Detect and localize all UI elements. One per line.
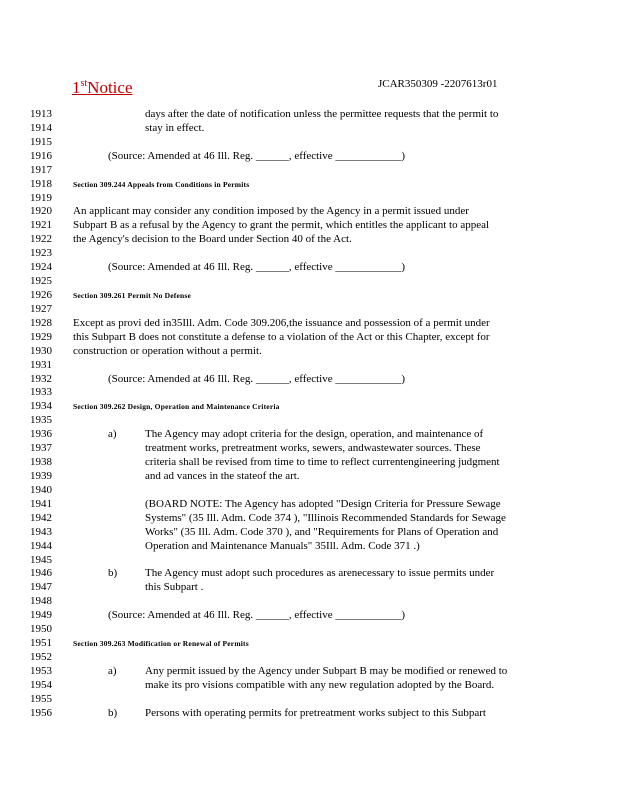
document-line (0, 275, 618, 289)
document-line (0, 317, 618, 331)
line-text: treatment works, pretreatment works, sewers, andwastewater sources. These (145, 442, 481, 455)
document-line (0, 386, 618, 400)
notice-number: 1 (72, 78, 81, 97)
document-line (0, 233, 618, 247)
document-line (0, 623, 618, 637)
line-number: 1915 (30, 135, 52, 148)
line-text: this Subpart . (145, 581, 204, 594)
document-line (0, 303, 618, 317)
line-text: stay in effect. (145, 121, 205, 134)
line-text: Subpart B as a refusal by the Agency to grant the permit, which entitles the applicant to appeal (73, 219, 490, 232)
section-heading: Section 309.244 Appeals from Conditions in Permits (73, 179, 250, 189)
document-line (0, 219, 618, 233)
line-number: 1949 (30, 609, 52, 622)
line-text: The Agency may adopt criteria for the design, operation, and maintenance of (145, 428, 484, 441)
line-text: The Agency must adopt such procedures as arenecessary to issue permits under (145, 567, 495, 580)
line-number: 1956 (30, 706, 52, 719)
line-number: 1920 (30, 205, 52, 218)
page-header (72, 74, 542, 97)
document-line (0, 345, 618, 359)
line-number: 1924 (30, 261, 52, 274)
document-line (0, 540, 618, 554)
line-text: (Source: Amended at 46 Ill. Reg. ______, effective ____________) (108, 261, 406, 274)
line-text: make its pro visions compatible with any new regulation adopted by the Board. (145, 678, 495, 691)
document-line (0, 442, 618, 456)
line-text: (Source: Amended at 46 Ill. Reg. ______, effective ____________) (108, 372, 406, 385)
document-line (0, 108, 618, 122)
line-text: b) (108, 567, 118, 580)
line-text: (BOARD NOTE: The Agency has adopted "Design Criteria for Pressure Sewage (145, 497, 501, 510)
document-line (0, 192, 618, 206)
line-number: 1932 (30, 372, 52, 385)
section-heading: Section 309.263 Modification or Renewal of Permits (73, 639, 249, 649)
line-text: the Agency's decision to the Board under Section 40 of the Act. (73, 233, 352, 246)
line-text: Except as provi ded in35Ill. Adm. Code 309.206,the issuance and possession of a permit under (73, 316, 490, 329)
line-text: Operation and Maintenance Manuals" 35Ill. Adm. Code 371 .) (145, 539, 420, 552)
notice-label (72, 74, 149, 98)
document-id: JCAR350309 -2207613r01 (378, 78, 498, 90)
document-line (0, 526, 618, 540)
document-line (0, 512, 618, 526)
line-text: days after the date of notification unless the permittee requests that the permit to (145, 108, 499, 120)
document-body (0, 108, 618, 721)
line-number: 1955 (30, 692, 52, 705)
document-line (0, 484, 618, 498)
line-number: 1952 (30, 650, 52, 663)
line-number: 1921 (30, 219, 52, 232)
line-number: 1938 (30, 456, 52, 469)
document-line (0, 581, 618, 595)
line-number: 1935 (30, 414, 52, 427)
document-line (0, 178, 618, 192)
line-number: 1945 (30, 553, 52, 566)
line-number: 1918 (30, 177, 52, 190)
notice-superscript: st (80, 78, 88, 89)
line-number: 1926 (30, 288, 52, 301)
line-number: 1942 (30, 511, 52, 524)
document-line (0, 665, 618, 679)
line-number: 1927 (30, 302, 52, 315)
line-number: 1948 (30, 595, 52, 608)
document-line (0, 164, 618, 178)
line-text: (Source: Amended at 46 Ill. Reg. ______, effective ____________) (108, 149, 406, 162)
line-number: 1943 (30, 525, 52, 538)
section-heading: Section 309.262 Design, Operation and Maintenance Criteria (73, 402, 280, 412)
document-line (0, 567, 618, 581)
line-text: construction or operation without a permit. (73, 344, 262, 357)
document-line (0, 651, 618, 665)
line-number: 1917 (30, 163, 52, 176)
line-text: Any permit issued by the Agency under Subpart B may be modified or renewed to (145, 664, 508, 677)
document-line (0, 554, 618, 568)
line-number: 1937 (30, 442, 52, 455)
document-line (0, 609, 618, 623)
document-line (0, 679, 618, 693)
line-number: 1940 (30, 483, 52, 496)
line-number: 1953 (30, 664, 52, 677)
line-text: a) (108, 664, 117, 677)
line-number: 1931 (30, 358, 52, 371)
document-line (0, 637, 618, 651)
line-number: 1946 (30, 567, 52, 580)
document-line (0, 456, 618, 470)
line-number: 1914 (30, 121, 52, 134)
line-number: 1925 (30, 275, 52, 288)
line-number: 1944 (30, 539, 52, 552)
document-line (0, 136, 618, 150)
line-text: b) (108, 706, 118, 719)
document-line (0, 498, 618, 512)
line-number: 1916 (30, 149, 52, 162)
line-number: 1934 (30, 400, 52, 413)
line-number: 1954 (30, 678, 52, 691)
document-line (0, 261, 618, 275)
document-line (0, 693, 618, 707)
line-number: 1922 (30, 233, 52, 246)
line-number: 1923 (30, 247, 52, 260)
document-line (0, 205, 618, 219)
line-number: 1913 (30, 108, 52, 120)
line-number: 1928 (30, 316, 52, 329)
document-line (0, 470, 618, 484)
section-heading: Section 309.261 Permit No Defense (73, 290, 192, 300)
line-number: 1939 (30, 469, 52, 482)
line-text: Works" (35 Ill. Adm. Code 370 ), and "Requirements for Plans of Operation and (145, 525, 499, 538)
document-line (0, 331, 618, 345)
line-text: and ad vances in the stateof the art. (145, 469, 300, 482)
document-line (0, 373, 618, 387)
document-line (0, 414, 618, 428)
line-text: (Source: Amended at 46 Ill. Reg. ______, effective ____________) (108, 609, 406, 622)
line-number: 1933 (30, 386, 52, 399)
document-line (0, 707, 618, 721)
document-line (0, 150, 618, 164)
line-text: Persons with operating permits for pretreatment works subject to this Subpart (145, 706, 486, 719)
line-text: Systems" (35 Ill. Adm. Code 374 ), "Illinois Recommended Standards for Sewage (145, 511, 506, 524)
document-line (0, 289, 618, 303)
line-number: 1951 (30, 637, 52, 650)
line-text: An applicant may consider any condition imposed by the Agency in a permit issued under (73, 205, 469, 218)
line-text: this Subpart B does not constitute a defense to a violation of the Act or this Chapter, except for (73, 330, 490, 343)
line-number: 1941 (30, 497, 52, 510)
document-line (0, 247, 618, 261)
notice-word: Notice (87, 78, 133, 97)
line-number: 1919 (30, 191, 52, 204)
document-line (0, 122, 618, 136)
line-number: 1930 (30, 344, 52, 357)
line-number: 1950 (30, 623, 52, 636)
line-number: 1936 (30, 428, 52, 441)
document-line (0, 359, 618, 373)
document-line (0, 595, 618, 609)
line-number: 1929 (30, 330, 52, 343)
document-line (0, 400, 618, 414)
line-text: criteria shall be revised from time to time to reflect currentengineering judgment (145, 456, 500, 469)
document-line (0, 428, 618, 442)
line-text: a) (108, 428, 117, 441)
line-number: 1947 (30, 581, 52, 594)
